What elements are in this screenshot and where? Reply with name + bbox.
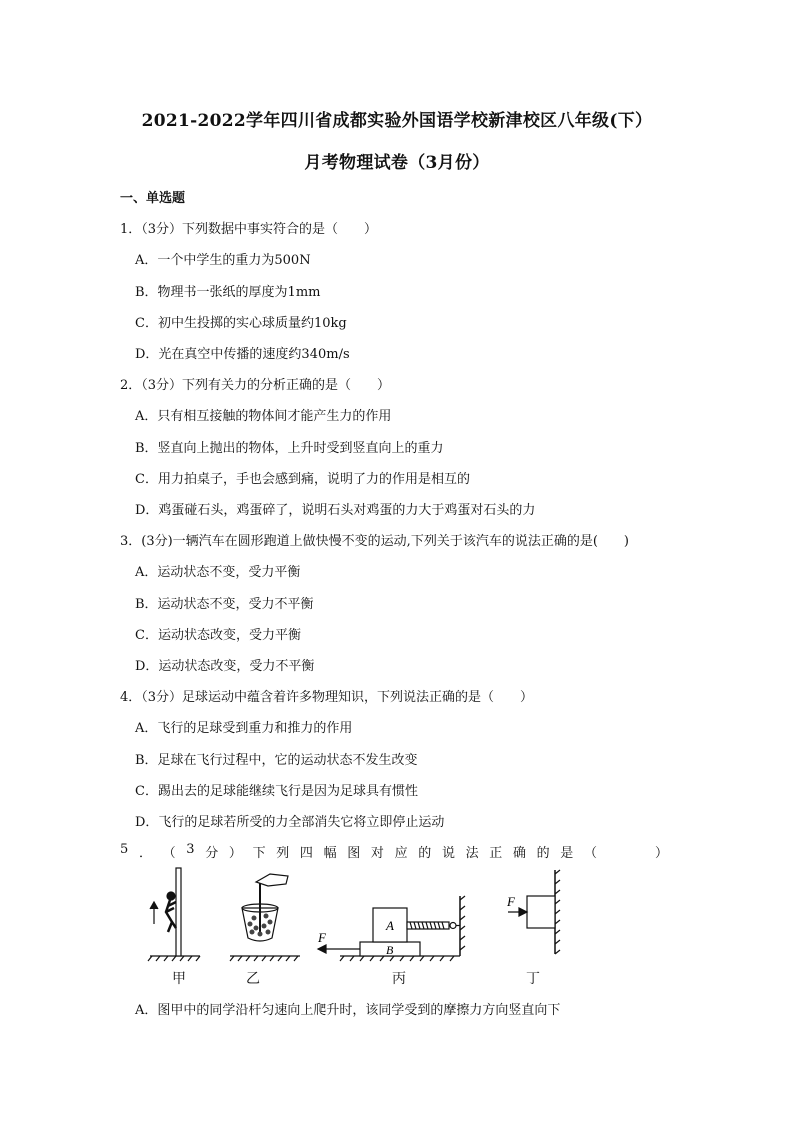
q5-char: ） — [228, 846, 242, 861]
figure-label-bing: 丙 — [392, 971, 406, 987]
question-5-figures — [130, 866, 570, 990]
section-heading: 一、单选题 — [120, 191, 186, 206]
q5-char: 正 — [489, 846, 503, 861]
figure-ding-block-wall — [508, 870, 560, 954]
question-4-stem: 4．（3分）足球运动中蕴含着许多物理知识，下列说法正确的是（ ） — [120, 690, 534, 705]
question-2-stem: 2．（3分）下列有关力的分析正确的是（ ） — [120, 378, 391, 393]
question-4-option-a: A．飞行的足球受到重力和推力的作用 — [135, 721, 353, 736]
q5-char: 幅 — [323, 846, 337, 861]
question-2-option-b: B．竖直向上抛出的物体，上升时受到竖直向上的重力 — [135, 441, 444, 456]
figure-yi-cup-chopstick — [230, 874, 300, 961]
question-5-option-a: A．图甲中的同学沿杆匀速向上爬升时，该同学受到的摩擦力方向竖直向下 — [135, 1003, 561, 1018]
q5-char: 应 — [394, 846, 408, 861]
q5-char: 四 — [299, 846, 313, 861]
q5-char: 3 — [186, 842, 195, 857]
question-4-option-b: B．足球在飞行过程中，它的运动状态不发生改变 — [135, 753, 418, 768]
q5-char: 确 — [512, 846, 526, 861]
q5-char: 分 — [205, 846, 219, 861]
figure-label-ding: 丁 — [526, 971, 540, 987]
q5-char: （ — [162, 846, 176, 861]
label-block-b: B — [386, 943, 394, 957]
figure-jia-pole-climber — [148, 868, 200, 961]
question-1-option-d: D．光在真空中传播的速度约340m/s — [135, 347, 350, 362]
q5-char: 的 — [418, 846, 432, 861]
physics-diagrams — [130, 866, 570, 990]
question-3-option-d: D．运动状态改变，受力不平衡 — [135, 659, 315, 674]
q5-char: （ — [583, 846, 597, 861]
q5-char: 下 — [252, 846, 266, 861]
q5-char — [631, 842, 644, 861]
figure-label-yi: 乙 — [246, 971, 260, 987]
question-2-option-a: A．只有相互接触的物体间才能产生力的作用 — [135, 409, 392, 424]
question-3-stem: 3．(3分)一辆汽车在圆形跑道上做快慢不变的运动,下列关于该汽车的说法正确的是( ) — [120, 534, 629, 549]
q5-char — [608, 842, 621, 861]
question-2-option-d: D．鸡蛋碰石头，鸡蛋碎了，说明石头对鸡蛋的力大于鸡蛋对石头的力 — [135, 503, 536, 518]
q5-char: 是 — [560, 846, 574, 861]
question-1-option-a: A．一个中学生的重力为500N — [135, 253, 311, 268]
question-4-option-d: D．飞行的足球若所受的力全部消失它将立即停止运动 — [135, 815, 445, 830]
question-1-option-b: B．物理书一张纸的厚度为1mm — [135, 285, 321, 300]
question-3-option-a: A．运动状态不变，受力平衡 — [135, 565, 301, 580]
question-3-option-c: C．运动状态改变，受力平衡 — [135, 628, 301, 643]
figure-label-jia: 甲 — [172, 971, 186, 987]
question-1-stem: 1．（3分）下列数据中事实符合的是（ ） — [120, 222, 378, 237]
label-force-right: F — [507, 894, 515, 909]
q5-char: 的 — [536, 846, 550, 861]
question-1-option-c: C．初中生投掷的实心球质量约10kg — [135, 316, 347, 331]
exam-title-line2: 月考物理试卷（3月份） — [304, 153, 490, 173]
q5-char: 对 — [370, 846, 384, 861]
exam-title-line1: 2021-2022学年四川省成都实验外国语学校新津校区八年级(下） — [141, 111, 653, 131]
q5-char: 图 — [347, 846, 361, 861]
question-3-option-b: B．运动状态不变，受力不平衡 — [135, 597, 314, 612]
label-block-a: A — [386, 918, 394, 933]
question-2-option-c: C．用力拍桌子，手也会感到痛，说明了力的作用是相互的 — [135, 472, 470, 487]
label-force-left: F — [318, 930, 326, 945]
q5-char: 列 — [276, 846, 290, 861]
q5-char: ． — [138, 846, 152, 861]
question-5-stem — [120, 842, 668, 861]
q5-char: 说 — [441, 846, 455, 861]
question-4-option-c: C．踢出去的足球能继续飞行是因为足球具有惯性 — [135, 784, 418, 799]
q5-char: 5 — [120, 842, 129, 857]
q5-char: ） — [654, 846, 668, 861]
q5-char: 法 — [465, 846, 479, 861]
